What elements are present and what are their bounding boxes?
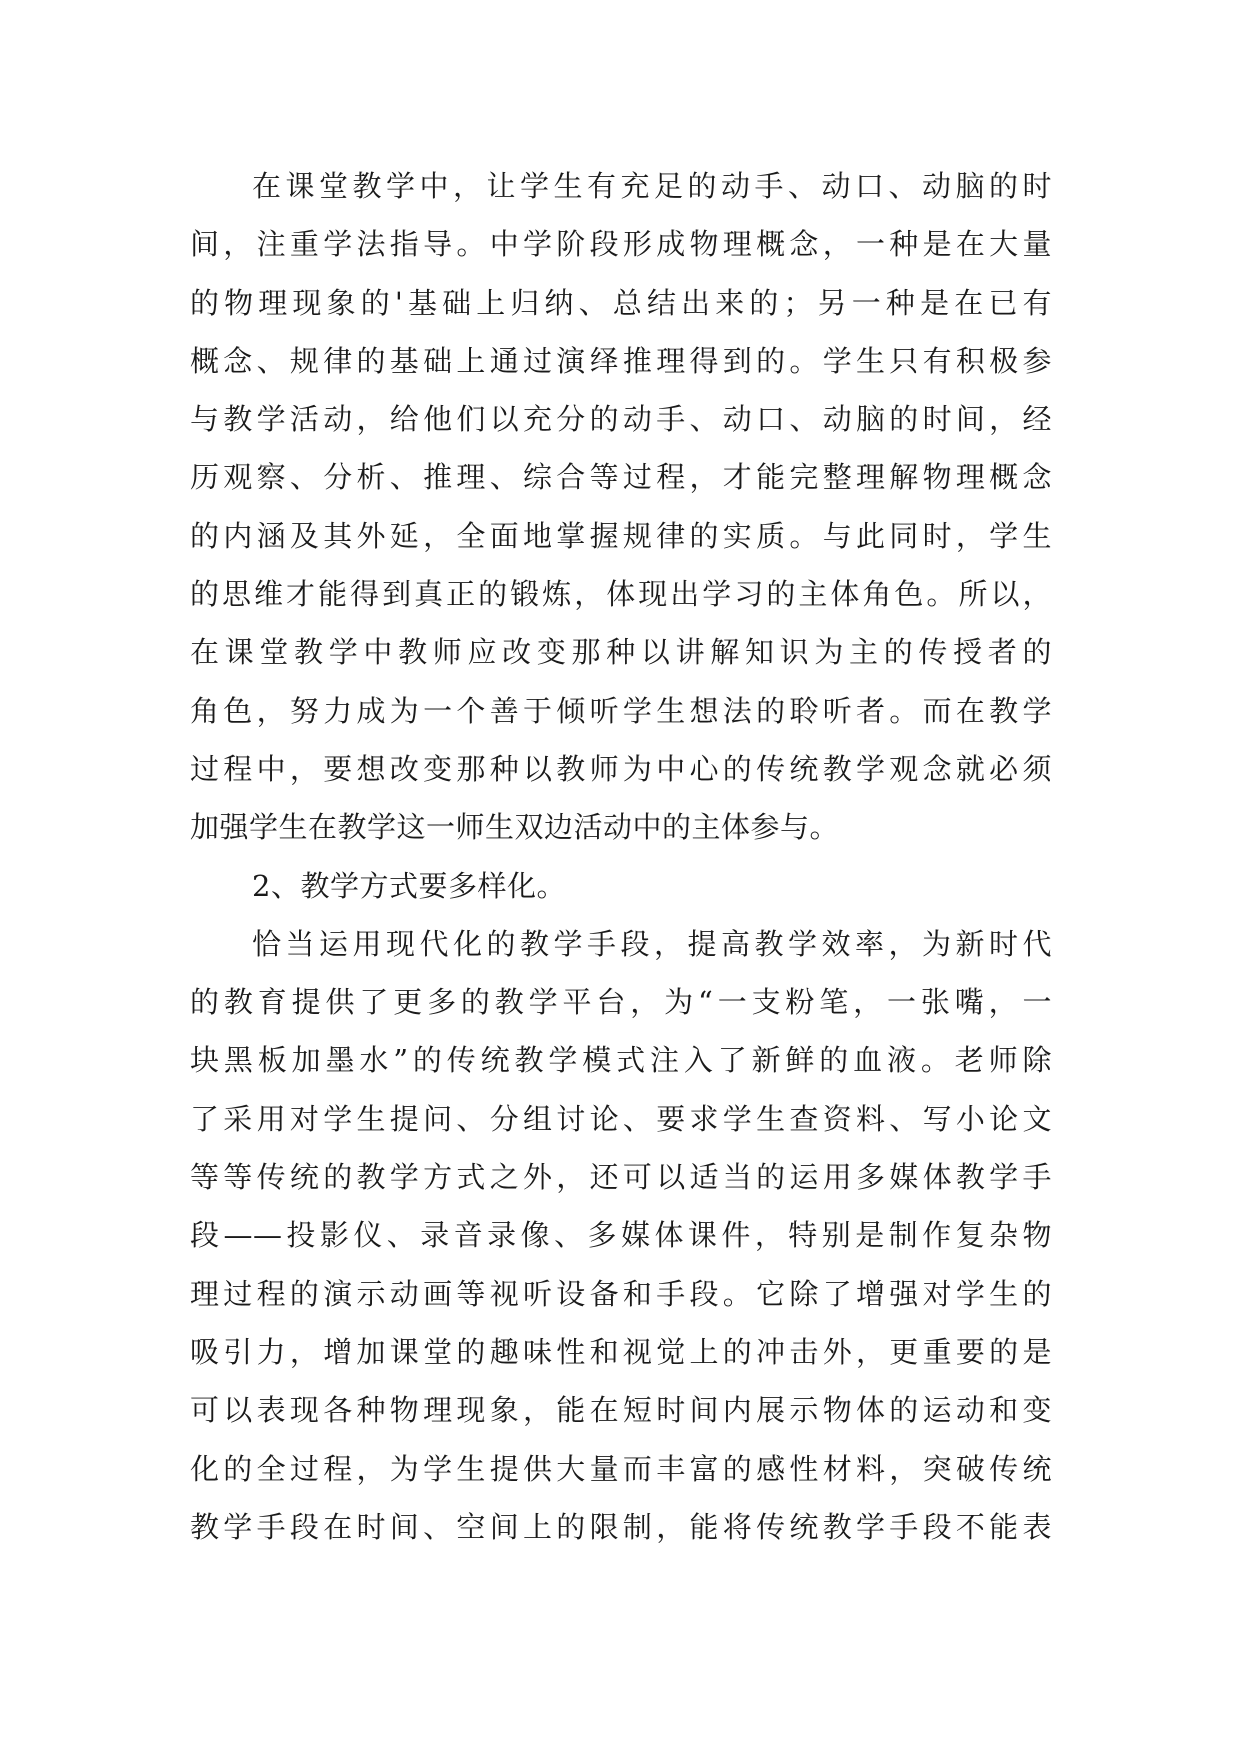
text-line: 段——投影仪、录音录像、多媒体课件，特别是制作复杂物 [190, 1218, 1052, 1253]
text-line: 教学手段在时间、空间上的限制，能将传统教学手段不能表 [190, 1509, 1052, 1544]
text-line: 可以表现各种物理现象，能在短时间内展示物体的运动和变 [190, 1393, 1052, 1428]
text-line: 在课堂教学中教师应改变那种以讲解知识为主的传授者的 [190, 635, 1052, 670]
text-line: 的教育提供了更多的教学平台，为“一支粉笔，一张嘴，一 [190, 985, 1052, 1020]
heading-line: 2、教学方式要多样化。 [252, 868, 566, 903]
text-line: 了采用对学生提问、分组讨论、要求学生查资料、写小论文 [190, 1101, 1052, 1136]
text-line: 历观察、分析、推理、综合等过程，才能完整理解物理概念 [190, 460, 1052, 495]
text-line: 化的全过程，为学生提供大量而丰富的感性材料，突破传统 [190, 1451, 1052, 1486]
text-line: 块黑板加墨水”的传统教学模式注入了新鲜的血液。老师除 [190, 1043, 1052, 1078]
text-line: 恰当运用现代化的教学手段，提高教学效率，为新时代 [252, 926, 1052, 961]
text-line: 角色，努力成为一个善于倾听学生想法的聆听者。而在教学 [190, 693, 1052, 728]
paragraph-teaching-methods [190, 915, 1052, 1556]
paragraph-student-participation [190, 157, 1052, 857]
text-line: 在课堂教学中，让学生有充足的动手、动口、动脑的时 [252, 169, 1052, 203]
text-line: 与教学活动，给他们以充分的动手、动口、动脑的时间，经 [190, 402, 1052, 437]
text-line: 加强学生在教学这一师生双边活动中的主体参与。 [190, 810, 840, 845]
section-heading [190, 857, 1052, 915]
text-line: 的内涵及其外延，全面地掌握规律的实质。与此同时，学生 [190, 518, 1052, 553]
text-line: 概念、规律的基础上通过演绎推理得到的。学生只有积极参 [190, 343, 1052, 378]
text-line: 间，注重学法指导。中学阶段形成物理概念，一种是在大量 [190, 227, 1052, 262]
body-text [190, 157, 1052, 1556]
text-line: 过程中，要想改变那种以教师为中心的传统教学观念就必须 [190, 751, 1052, 786]
text-line: 的思维才能得到真正的锻炼，体现出学习的主体角色。所以， [190, 577, 1052, 612]
text-line: 等等传统的教学方式之外，还可以适当的运用多媒体教学手 [190, 1160, 1052, 1195]
text-line: 的物理现象的'基础上归纳、总结出来的；另一种是在已有 [190, 285, 1052, 320]
text-line: 吸引力，增加课堂的趣味性和视觉上的冲击外，更重要的是 [190, 1334, 1052, 1369]
text-line: 理过程的演示动画等视听设备和手段。它除了增强对学生的 [190, 1276, 1052, 1311]
